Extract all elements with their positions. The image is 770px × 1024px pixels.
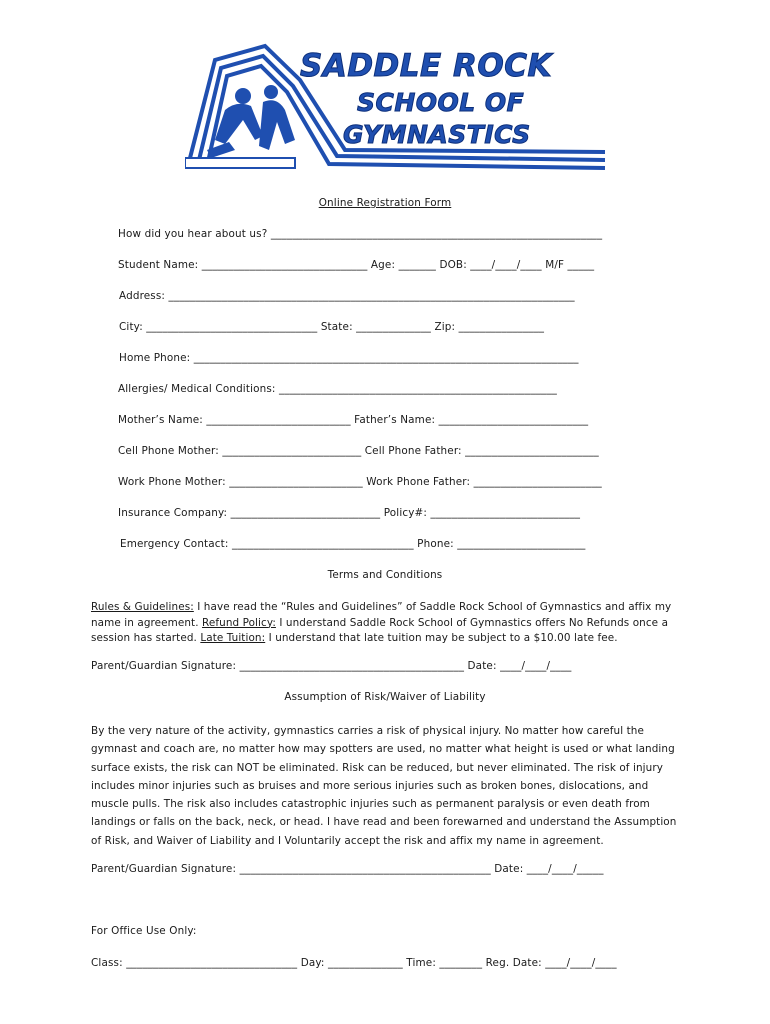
home-phone-field[interactable]: Home Phone: ________________________________________________________________________ — [119, 352, 579, 364]
form-title: Online Registration Form — [318, 197, 452, 209]
waiver-paragraph: By the very nature of the activity, gymnastics carries a risk of physical injury. No matter how careful the gymnast and coach are, no matter how may spotters are used, no matter what height is used or what landing surface exists, the risk can NOT be eliminated. Risk can be reduced, but never eliminated. The risk of injury includes minor injuries such as bruises and more serious injuries such as broken bones, dislocations, and muscle pulls. The risk also includes catastrophic injuries such as permanent paralysis or even death from landings or falls on the back, neck, or head. I have read and been forewarned and understand the Assumption of Risk, and Waiver of Liability and I Voluntarily accept the risk and affix my name in agreement. — [91, 725, 677, 847]
late-tuition-text: I understand that late tuition may be subject to a $10.00 late fee. — [265, 632, 618, 644]
refund-label: Refund Policy: — [202, 616, 276, 629]
address-field[interactable]: Address: ____________________________________________________________________________ — [119, 290, 575, 302]
terms-heading: Terms and Conditions — [327, 569, 443, 581]
hear-about-us-field[interactable]: How did you hear about us? ______________________________________________________________ — [118, 228, 603, 240]
school-logo — [185, 40, 625, 185]
logo-line-1: SADDLE ROCK — [300, 48, 553, 84]
student-info-field[interactable]: Student Name: _______________________________ Age: _______ DOB: ____/____/____ M/F _____ — [118, 259, 595, 271]
rules-text: I have read the “Rules and Guidelines” of Saddle Rock School of Gymnastics and affix my name in agreement. — [91, 601, 672, 629]
logo-line-2: SCHOOL OF — [357, 88, 525, 117]
insurance-field[interactable]: Insurance Company: ____________________________ Policy#: ____________________________ — [118, 507, 581, 519]
terms-signature-field[interactable]: Parent/Guardian Signature: __________________________________________ Date: ____/____/____ — [91, 660, 572, 672]
refund-text: I understand Saddle Rock School of Gymnastics offers No Refunds once a session has started. — [91, 616, 669, 644]
cell-phones-field[interactable]: Cell Phone Mother: __________________________ Cell Phone Father: _________________________ — [118, 445, 599, 457]
office-use-heading: For Office Use Only: — [91, 925, 197, 937]
city-state-zip-field[interactable]: City: ________________________________ State: ______________ Zip: ________________ — [119, 321, 545, 333]
work-phones-field[interactable]: Work Phone Mother: _________________________ Work Phone Father: ________________________ — [118, 476, 602, 488]
waiver-heading: Assumption of Risk/Waiver of Liability — [284, 691, 486, 703]
allergies-field[interactable]: Allergies/ Medical Conditions: ____________________________________________________ — [118, 383, 557, 395]
terms-paragraph — [91, 600, 683, 647]
parent-names-field[interactable]: Mother’s Name: ___________________________ Father’s Name: ____________________________ — [118, 414, 589, 426]
emergency-contact-field[interactable]: Emergency Contact: __________________________________ Phone: ________________________ — [120, 538, 586, 550]
waiver-signature-field[interactable]: Parent/Guardian Signature: _______________________________________________ Date: ____/____/_____ — [91, 863, 604, 875]
logo-line-3: GYMNASTICS — [343, 120, 531, 149]
office-class-field[interactable]: Class: ________________________________ Day: ______________ Time: ________ Reg. Date: ____/____/____ — [91, 957, 617, 969]
rules-label: Rules & Guidelines: — [91, 601, 194, 613]
late-tuition-label: Late Tuition: — [200, 632, 266, 644]
